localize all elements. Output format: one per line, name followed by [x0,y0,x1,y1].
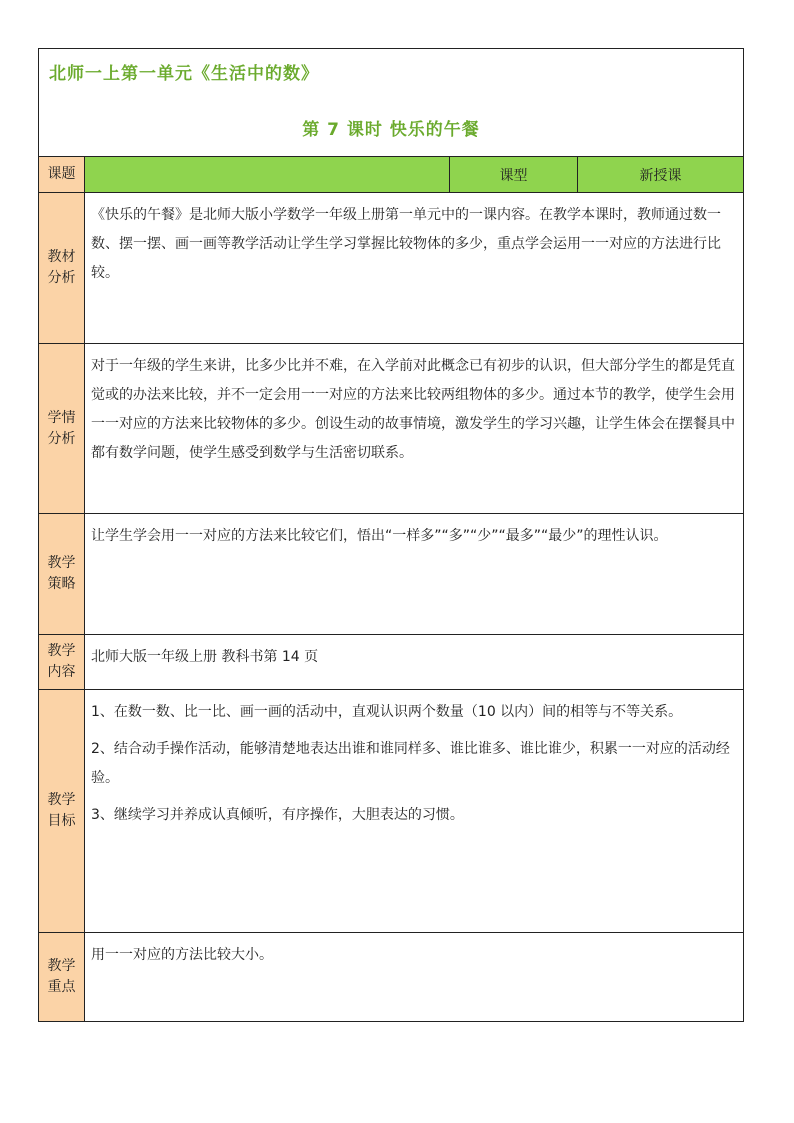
lesson-plan-table [38,48,744,1022]
section-content-key-point [85,933,744,1022]
section-content-teaching-content [85,635,744,690]
section-content-teaching-goals [85,690,744,933]
section-label-teaching-strategy [39,514,85,635]
label-line: 分析 [47,430,76,447]
lesson-type-value: 新授课 [578,157,744,193]
label-line: 教学 [47,958,76,974]
header-cell [39,49,744,157]
label-line: 教学 [47,792,76,808]
section-label-key-point [39,933,85,1022]
goal-item: 2、结合动手操作活动，能够清楚地表达出谁和谁同样多、谁比谁多、谁比谁少，积累一一对应的活动经验。 [91,741,730,786]
section-label-teaching-goals [39,690,85,933]
section-content-student-analysis [85,344,744,514]
lesson-title: 第 7 课时 快乐的午餐 [302,120,480,140]
topic-value [85,157,450,193]
label-line: 教材 [47,249,76,265]
label-line: 内容 [47,664,76,680]
lesson-type-label: 课型 [450,157,578,193]
label-line: 学情 [47,409,76,426]
goal-item: 3、继续学习并养成认真倾听，有序操作，大胆表达的习惯。 [91,807,464,823]
label-line: 目标 [47,813,76,829]
paragraph: 让学生学会用一一对应的方法来比较它们，悟出“一样多”“多”“少”“最多”“最少”的理性认识。 [91,528,668,544]
label-line: 重点 [47,979,76,995]
paragraph: 对于一年级的学生来讲，比多少比并不难，在入学前对此概念已有初步的认识，但大部分学生的都是凭直觉或的办法来比较，并不一定会用一一对应的方法来比较两组物体的多少。通过本节的教学，使学生会用一一对应的方法来比较物体的多少。创设生动的故事情境，激发学生的学习兴趣，让学生体会在摆餐具中都有数学问题，使学生感受到数学与生活密切联系。 [91,358,735,461]
section-label-student-analysis [39,344,85,514]
section-label-textbook-analysis [39,193,85,344]
label-line: 教学 [47,555,76,571]
goal-item: 1、在数一数、比一比、画一画的活动中，直观认识两个数量（10 以内）间的相等与不等关系。 [91,704,683,720]
label-line: 策略 [47,576,76,592]
label-line: 分析 [47,270,76,286]
paragraph: 用一一对应的方法比较大小。 [91,947,273,963]
section-content-teaching-strategy [85,514,744,635]
topic-label: 课题 [39,157,85,193]
label-line: 教学 [47,643,76,659]
paragraph: 北师大版一年级上册 教科书第 14 页 [91,649,319,665]
series-title: 北师一上第一单元《生活中的数》 [49,64,319,84]
section-label-teaching-content [39,635,85,690]
paragraph: 《快乐的午餐》是北师大版小学数学一年级上册第一单元中的一课内容。在教学本课时，教师通过数一数、摆一摆、画一画等教学活动让学生学习掌握比较物体的多少，重点学会运用一一对应的方法进行比较。 [91,207,721,281]
section-content-textbook-analysis [85,193,744,344]
